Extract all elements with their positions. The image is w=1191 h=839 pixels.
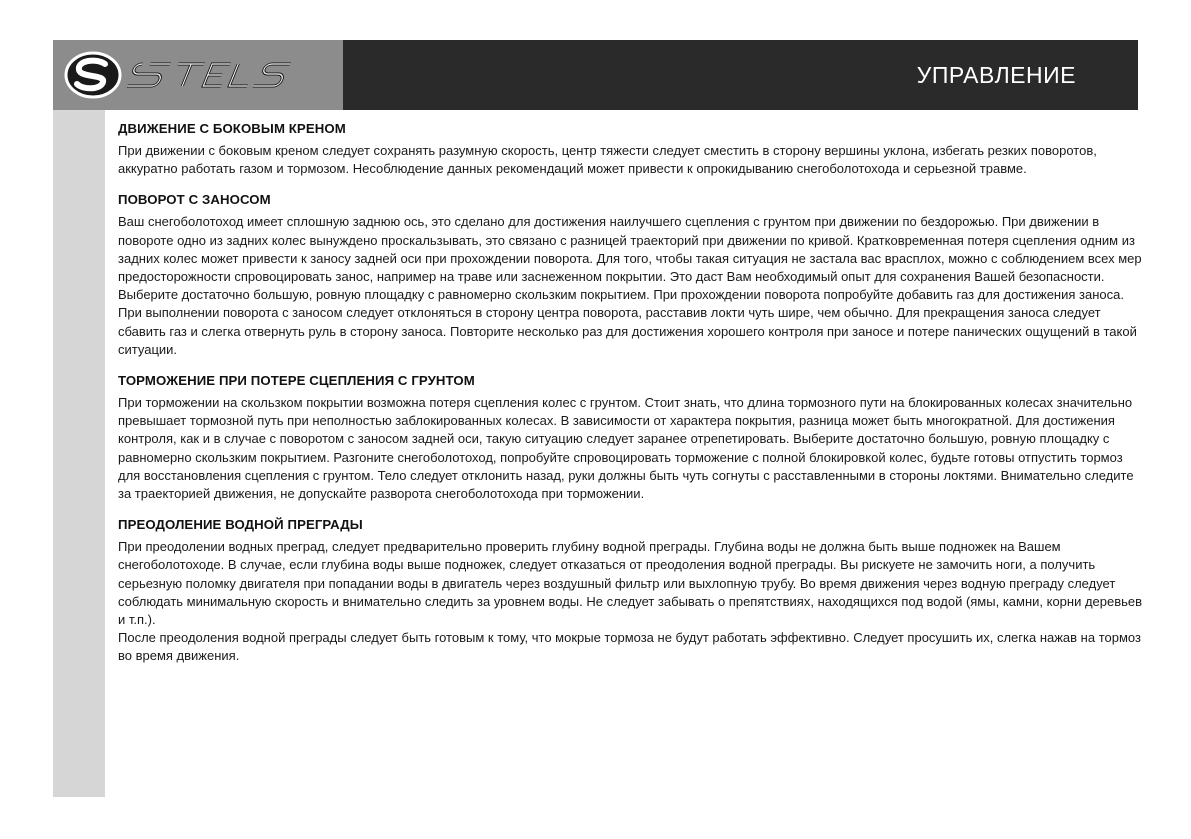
section-heading: ТОРМОЖЕНИЕ ПРИ ПОТЕРЕ СЦЕПЛЕНИЯ С ГРУНТОМ xyxy=(118,373,475,389)
page-header xyxy=(53,40,1138,110)
stels-logo-icon xyxy=(63,48,333,102)
section-body-continued: После преодоления водной преграды следует быть готовым к тому, что мокрые тормоза не будут работать эффективно. Следует просушить их, слегка нажав на тормоз во время движения. xyxy=(118,630,1141,664)
section-side-tilt xyxy=(118,121,1148,178)
left-margin-bar xyxy=(53,40,105,797)
section-water-crossing xyxy=(118,517,1148,665)
section-body: При движении с боковым креном следует сохранять разумную скорость, центр тяжести следует сместить в сторону вершины уклона, избегать резких поворотов, аккуратно работать газом и тормозом. Несоблюдение данных рекомендаций может привести к опрокидыванию снегоболотохода и серьезной травме. xyxy=(118,143,1097,177)
section-drift-turn xyxy=(118,192,1148,359)
section-heading: ПРЕОДОЛЕНИЕ ВОДНОЙ ПРЕГРАДЫ xyxy=(118,517,363,533)
section-braking-traction xyxy=(118,373,1148,503)
section-body: При преодолении водных преград, следует предварительно проверить глубину водной преграды. Глубина воды не должна быть выше подножек на Вашем снегоболотоходе. В случае, если глубина воды выше подножек, следует отказаться от преодоления водной преграды. Вы рискуете не замочить ноги, а получить серьезную поломку двигателя при попадании воды в двигатель через воздушный фильтр или выхлопную трубу. Во время движения через водную преграду следует соблюдать минимальную скорость и внимательно следить за уровнем воды. Не следует забывать о препятствиях, находящихся под водой (ямы, камни, корни деревьев и т.п.). xyxy=(118,539,1143,628)
section-heading: ПОВОРОТ С ЗАНОСОМ xyxy=(118,192,271,208)
section-heading: ДВИЖЕНИЕ С БОКОВЫМ КРЕНОМ xyxy=(118,121,346,136)
section-body: При торможении на скользком покрытии возможна потеря сцепления колес с грунтом. Стоит знать, что длина тормозного пути на блокированных колесах значительно превышает тормозной путь при неполностью заблокированных колесах. В зависимости от характера покрытия, разница может быть многократной. Для достижения контроля, как и в случае с поворотом с заносом задней оси, такую ситуацию следует заранее отрепетировать. Выберите достаточно большую, ровную площадку с равномерно скользким покрытием. Разгоните снегоболотоход, попробуйте спровоцировать торможение с полной блокировкой колес, будьте готовы отпустить тормоз для восстановления сцепления с грунтом. Тело следует отклонить назад, руки должны быть чуть согнуты с расставленными в стороны локтями. Внимательно следите за траекторией движения, не допускайте разворота снегоболотохода при торможении. xyxy=(118,395,1134,502)
page-title: УПРАВЛЕНИЕ xyxy=(916,62,1076,88)
section-body: Ваш снегоболотоход имеет сплошную заднюю ось, это сделано для достижения наилучшего сцепления с грунтом при движении по бездорожью. При движении в повороте одно из задних колес вынуждено проскальзывать, это связано с разницей траекторий при движении по кривой. Кратковременная потеря сцепления одним из задних колес может привести к заносу задней оси при прохождении поворота. Для того, чтобы такая ситуация не застала вас врасплох, можно с соблюдением всех мер предосторожности спровоцировать занос, например на траве или заснеженном покрытии. Это даст Вам необходимый опыт для сохранения Вашей безопасности. Выберите достаточно большую, ровную площадку с равномерно скользким покрытием. При прохождении поворота попробуйте добавить газ для достижения заноса. При выполнении поворота с заносом следует отклоняться в сторону центра поворота, расставив локти чуть шире, чем обычно. Для прекращения заноса следует сбавить газ и слегка отвернуть руль в сторону заноса. Повторите несколько раз для достижения хорошего контроля при заносе и потере панических ощущений в такой ситуации. xyxy=(118,214,1142,357)
brand-logo xyxy=(53,40,343,110)
document-content xyxy=(118,121,1148,680)
